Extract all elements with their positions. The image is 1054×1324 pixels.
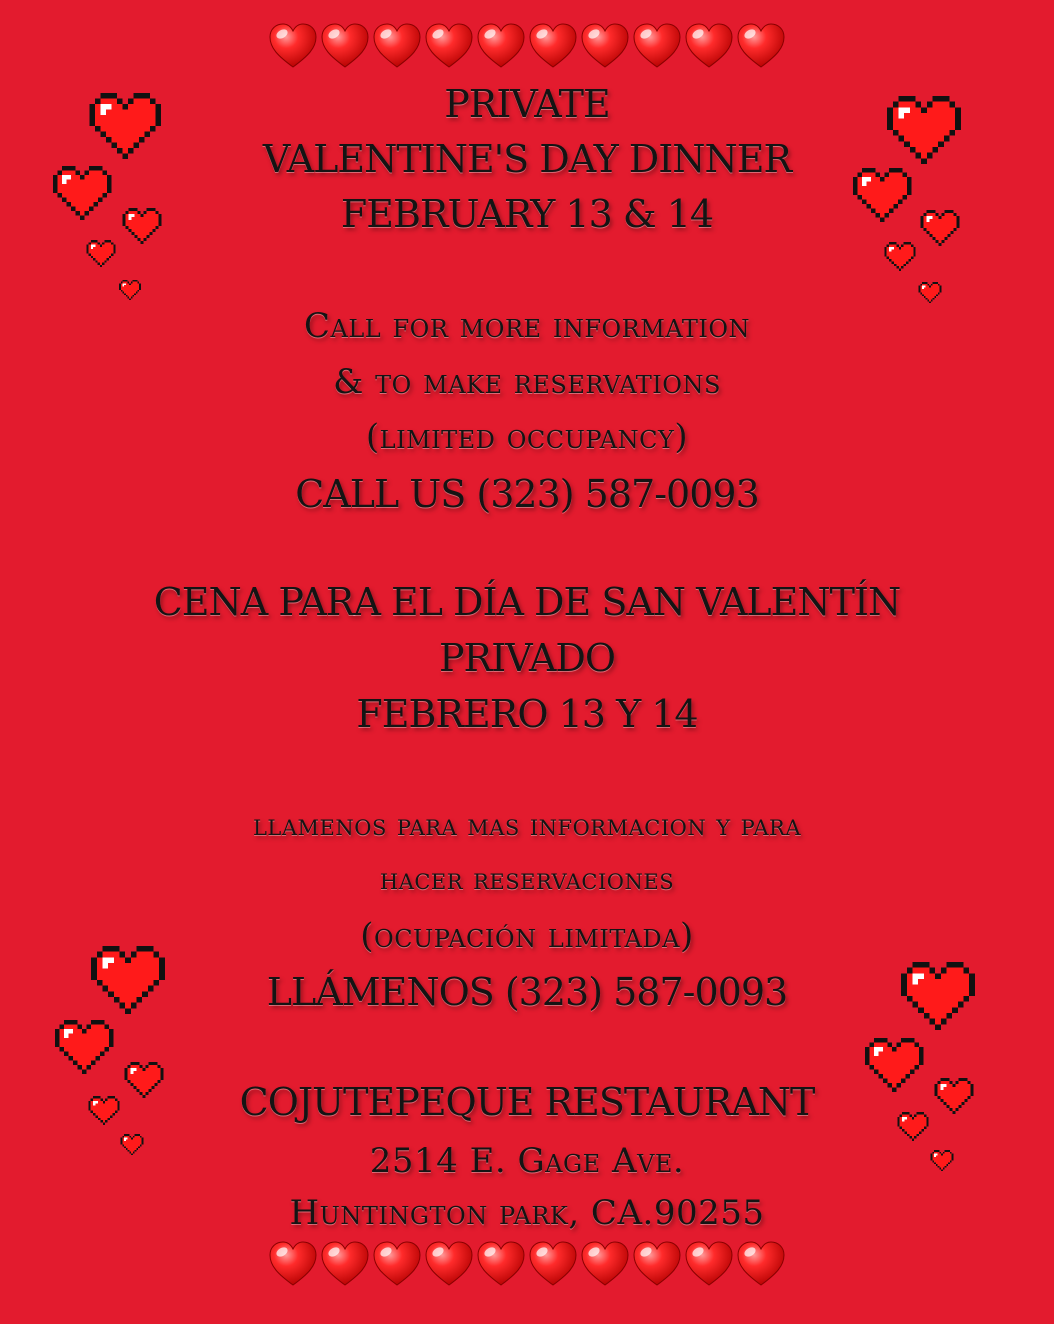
spanish-event-title: CENA PARA EL DÍA DE SAN VALENTÍN (153, 580, 901, 624)
english-info-line-3: (limited occupancy) (365, 417, 689, 457)
glossy-heart-icon (424, 22, 474, 70)
glossy-heart-icon (476, 22, 526, 70)
spanish-phone: LLÁMENOS (323) 587-0093 (266, 970, 788, 1014)
restaurant-address: 2514 E. Gage Ave. (369, 1141, 685, 1181)
pixel-heart-icon (884, 242, 916, 271)
english-private-heading: PRIVATE (444, 82, 610, 126)
glossy-heart-icon (684, 22, 734, 70)
glossy-heart-icon (580, 1240, 630, 1288)
spanish-event-dates: FEBRERO 13 Y 14 (356, 692, 698, 736)
glossy-heart-icon (528, 1240, 578, 1288)
bottom-heart-row (0, 1240, 1054, 1288)
glossy-heart-icon (372, 22, 422, 70)
glossy-heart-icon (320, 1240, 370, 1288)
english-info-line-1: Call for more information (303, 306, 751, 346)
restaurant-name: COJUTEPEQUE RESTAURANT (239, 1080, 815, 1124)
restaurant-city: Huntington park, CA.90255 (289, 1193, 765, 1233)
spanish-private-heading: PRIVADO (438, 636, 616, 680)
spanish-info-line-3: (ocupación limitada) (360, 916, 694, 956)
pixel-heart-icon (918, 282, 942, 303)
glossy-heart-icon (632, 1240, 682, 1288)
top-heart-row (0, 22, 1054, 70)
glossy-heart-icon (684, 1240, 734, 1288)
glossy-heart-icon (268, 22, 318, 70)
pixel-heart-icon (119, 280, 141, 300)
pixel-heart-icon (86, 240, 116, 267)
pixel-heart-icon (54, 1020, 114, 1074)
spanish-info-line-1: llamenos para mas informacion y para (252, 808, 802, 843)
spanish-info-line-2: hacer reservaciones (379, 862, 675, 897)
glossy-heart-icon (268, 1240, 318, 1288)
glossy-heart-icon (528, 22, 578, 70)
english-phone: CALL US (323) 587-0093 (295, 472, 759, 516)
english-info-line-2: & to make reservations (333, 362, 721, 402)
english-event-dates: FEBRUARY 13 & 14 (340, 192, 714, 236)
glossy-heart-icon (476, 1240, 526, 1288)
glossy-heart-icon (632, 22, 682, 70)
glossy-heart-icon (372, 1240, 422, 1288)
glossy-heart-icon (320, 22, 370, 70)
english-event-title: VALENTINE'S DAY DINNER (262, 137, 792, 181)
glossy-heart-icon (580, 22, 630, 70)
glossy-heart-icon (736, 22, 786, 70)
glossy-heart-icon (736, 1240, 786, 1288)
glossy-heart-icon (424, 1240, 474, 1288)
